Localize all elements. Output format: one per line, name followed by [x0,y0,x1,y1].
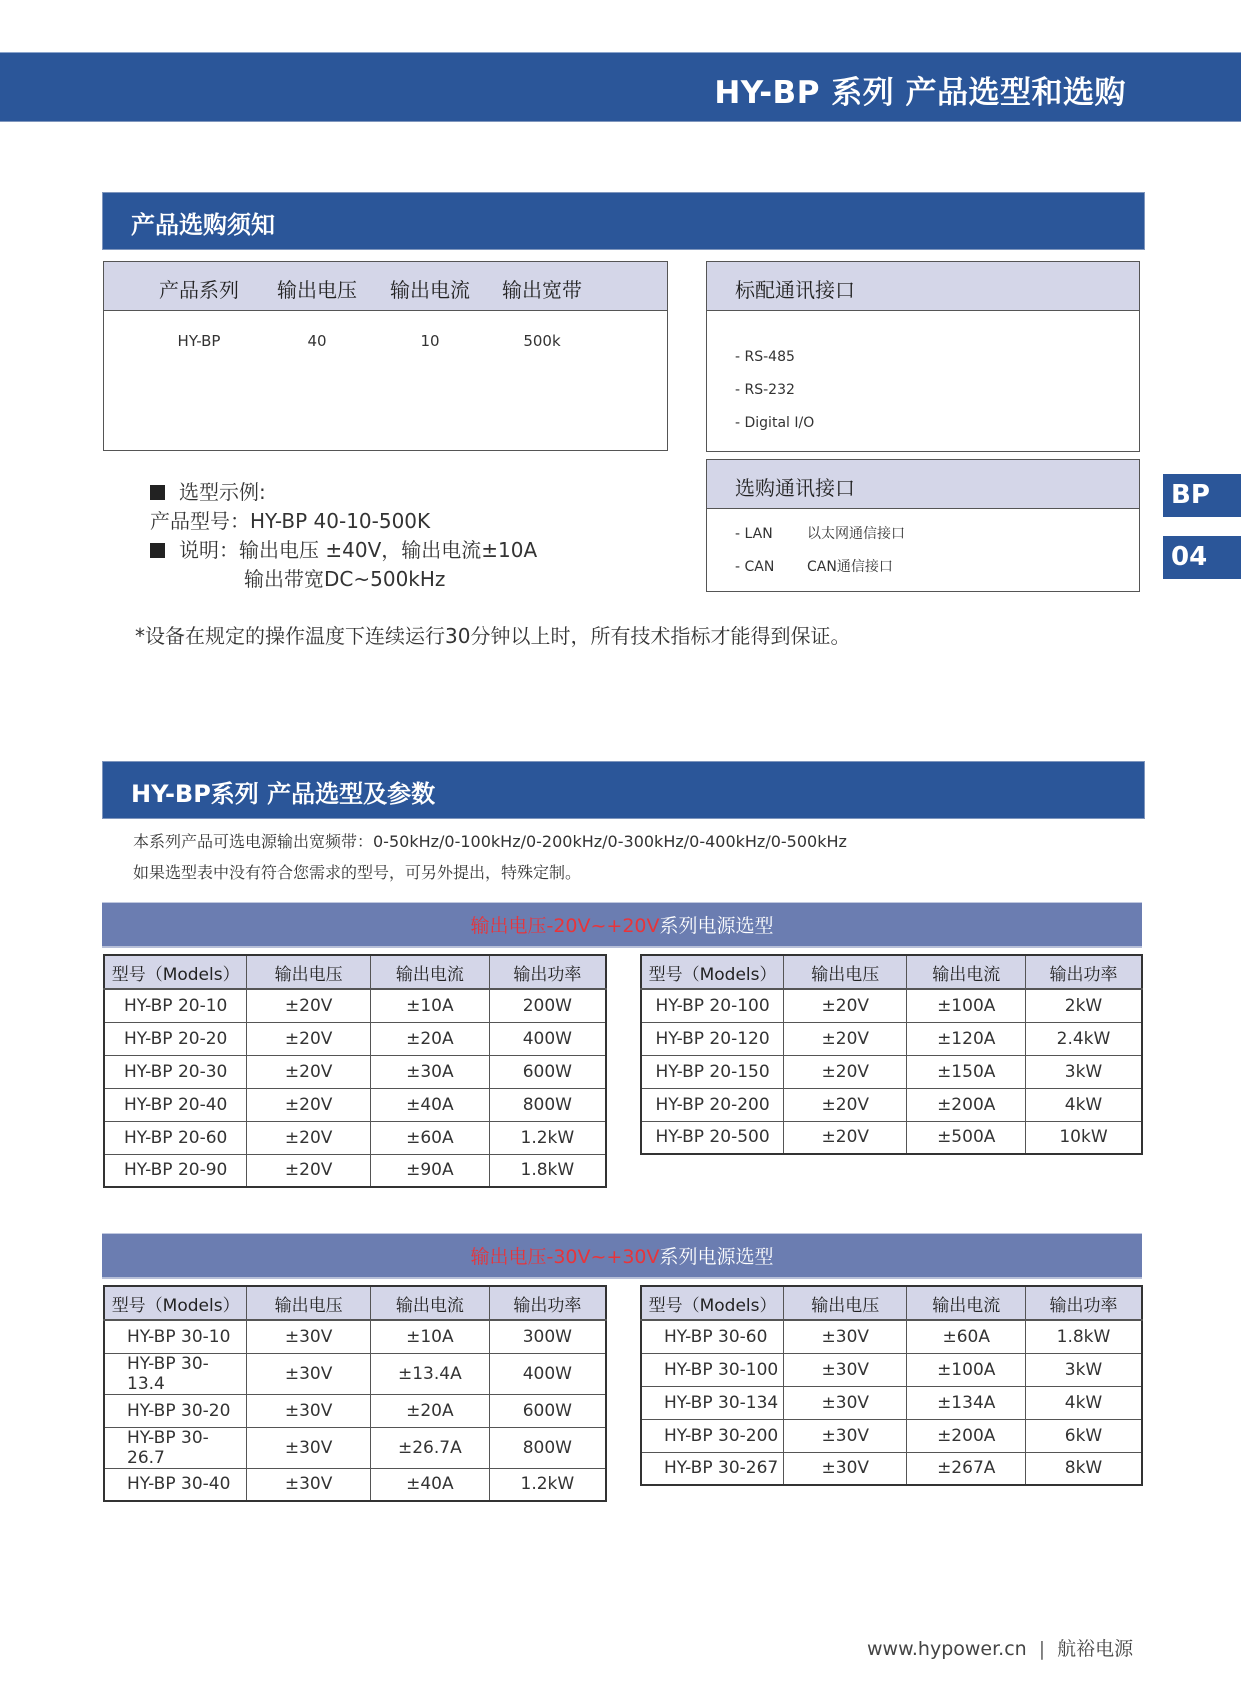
standard-interfaces-list [735,347,814,446]
cell-model: HY-BP 20-100 [641,989,784,1022]
series-band-voltage-range: 输出电压-30V~+30V [470,1246,660,1268]
cell-power: 800W [489,1427,606,1468]
cell-model: HY-BP 30-267 [641,1452,784,1485]
section-header-purchase-notice [102,192,1145,250]
cell-power: 6kW [1025,1419,1142,1452]
cell-voltage: ±20V [784,1055,907,1088]
cell-voltage: ±20V [784,1088,907,1121]
cell-model: HY-BP 30-13.4 [104,1353,247,1394]
series-band-30v [102,1233,1142,1279]
table-row [104,989,606,1022]
page-header-banner [0,52,1241,122]
cell-voltage: ±30V [784,1320,907,1353]
spec-header-current: 输出电流 [390,278,470,302]
cell-current: ±10A [370,1320,489,1353]
table-row [641,989,1142,1022]
selection-table-20v-right [640,954,1143,1155]
cell-power: 1.2kW [489,1468,606,1501]
cell-voltage: ±20V [247,1088,371,1121]
table-row [641,1419,1142,1452]
cell-power: 400W [489,1353,606,1394]
interface-desc: 以太网通信接口 [807,526,905,542]
cell-current: ±200A [907,1419,1026,1452]
side-tab-page-number: 04 [1163,536,1241,579]
header-voltage: 输出电压 [784,1286,907,1320]
cell-voltage: ±20V [247,1154,371,1187]
cell-power: 800W [489,1088,606,1121]
spec-value-series: HY-BP [177,332,221,350]
cell-voltage: ±20V [784,989,907,1022]
footer-separator: | [1038,1638,1046,1660]
standard-interfaces-header [707,262,1139,311]
example-desc-row [150,536,537,565]
series-band-label: 系列电源选型 [659,1246,774,1268]
cell-current: ±100A [907,989,1026,1022]
custom-order-text: 如果选型表中没有符合您需求的型号，可另外提出，特殊定制。 [133,863,582,882]
header-voltage: 输出电压 [247,1286,371,1320]
table-row [104,1394,606,1427]
cell-power: 1.8kW [489,1154,606,1187]
interface-desc: CAN通信接口 [807,559,893,575]
cell-current: ±90A [371,1154,490,1187]
series-band-voltage-range: 输出电压-20V~+20V [470,915,660,937]
example-label: 选型示例: [179,480,266,504]
table-row [641,1353,1142,1386]
header-current: 输出电流 [371,955,490,989]
header-current: 输出电流 [907,955,1026,989]
header-voltage: 输出电压 [784,955,907,989]
table-row [641,1088,1142,1121]
cell-current: ±60A [371,1121,490,1154]
cell-model: HY-BP 30-20 [104,1394,247,1427]
cell-model: HY-BP 20-200 [641,1088,784,1121]
table-row [641,1452,1142,1485]
selection-table-30v-right [640,1285,1143,1486]
header-model: 型号（Models） [104,1286,247,1320]
interface-item: - Digital I/O [735,415,815,431]
interface-item [735,557,905,590]
standard-interfaces-title: 标配通讯接口 [735,278,855,302]
cell-model: HY-BP 30-40 [104,1468,247,1501]
table-header-row [641,955,1142,989]
cell-model: HY-BP 20-40 [104,1088,247,1121]
cell-current: ±30A [371,1055,490,1088]
header-current: 输出电流 [370,1286,489,1320]
cell-voltage: ±30V [784,1419,907,1452]
cell-current: ±10A [371,989,490,1022]
table-header-row [104,1286,606,1320]
header-power: 输出功率 [489,1286,606,1320]
cell-voltage: ±30V [784,1353,907,1386]
header-current: 输出电流 [907,1286,1026,1320]
table-row [104,1320,606,1353]
interface-code: - LAN [735,526,773,542]
example-desc-line2: 输出带宽DC~500kHz [244,567,446,591]
cell-power: 1.2kW [489,1121,606,1154]
optional-interfaces-header [707,460,1139,509]
cell-power: 600W [489,1394,606,1427]
website-link[interactable]: www.hypower.cn [867,1638,1027,1660]
cell-power: 3kW [1025,1055,1142,1088]
cell-power: 3kW [1025,1353,1142,1386]
optional-interfaces-title: 选购通讯接口 [735,476,855,500]
cell-model: HY-BP 20-20 [104,1022,247,1055]
cell-power: 200W [489,989,606,1022]
cell-voltage: ±30V [247,1320,371,1353]
cell-power: 4kW [1025,1088,1142,1121]
cell-power: 8kW [1025,1452,1142,1485]
example-desc: 说明：输出电压 ±40V，输出电流±10A [179,538,538,562]
table-row [104,1427,606,1468]
page-footer [867,1634,1133,1661]
cell-model: HY-BP 20-60 [104,1121,247,1154]
cell-current: ±120A [907,1022,1026,1055]
standard-interfaces-box [706,261,1140,452]
cell-current: ±26.7A [370,1427,489,1468]
cell-voltage: ±30V [247,1353,371,1394]
cell-voltage: ±20V [247,1121,371,1154]
example-model: 产品型号：HY-BP 40-10-500K [150,509,431,533]
spec-value-current: 10 [420,332,440,350]
example-label-row [150,478,537,507]
table-row [641,1320,1142,1353]
selection-table-30v-left [103,1285,607,1502]
table-row [641,1386,1142,1419]
header-voltage: 输出电压 [247,955,371,989]
cell-voltage: ±30V [784,1452,907,1485]
cell-model: HY-BP 30-10 [104,1320,247,1353]
spec-box-header [104,262,667,311]
cell-power: 2kW [1025,989,1142,1022]
header-power: 输出功率 [1025,1286,1142,1320]
cell-power: 1.8kW [1025,1320,1142,1353]
header-model: 型号（Models） [641,1286,784,1320]
cell-power: 4kW [1025,1386,1142,1419]
cell-power: 600W [489,1055,606,1088]
table-row [104,1022,606,1055]
cell-model: HY-BP 20-150 [641,1055,784,1088]
section-title: 产品选购须知 [131,211,275,239]
spec-header-voltage: 输出电压 [277,278,357,302]
cell-model: HY-BP 20-500 [641,1121,784,1154]
table-row [641,1121,1142,1154]
series-band-20v [102,902,1142,948]
spec-value-voltage: 40 [307,332,327,350]
cell-current: ±60A [907,1320,1026,1353]
table-header-row [104,955,606,989]
cell-voltage: ±20V [784,1121,907,1154]
side-tab-series: BP [1163,474,1241,517]
header-model: 型号（Models） [641,955,784,989]
interface-item: - RS-232 [735,382,795,398]
section-title: HY-BP系列 产品选型及参数 [131,780,436,808]
bullet-square-icon [150,485,165,500]
cell-power: 10kW [1025,1121,1142,1154]
bullet-square-icon [150,543,165,558]
table-row [104,1154,606,1187]
header-model: 型号（Models） [104,955,247,989]
interface-code: - CAN [735,559,775,575]
table-row [104,1353,606,1394]
optional-interfaces-box [706,459,1140,592]
cell-power: 300W [489,1320,606,1353]
cell-model: HY-BP 30-134 [641,1386,784,1419]
cell-model: HY-BP 30-100 [641,1353,784,1386]
cell-model: HY-BP 20-90 [104,1154,247,1187]
cell-voltage: ±30V [247,1468,371,1501]
brand-name: 航裕电源 [1057,1638,1134,1660]
table-row [104,1468,606,1501]
cell-voltage: ±30V [784,1386,907,1419]
cell-model: HY-BP 30-200 [641,1419,784,1452]
cell-voltage: ±20V [247,989,371,1022]
cell-current: ±500A [907,1121,1026,1154]
table-row [104,1055,606,1088]
cell-current: ±20A [371,1022,490,1055]
cell-current: ±40A [371,1088,490,1121]
spec-box [103,261,668,451]
cell-power: 400W [489,1022,606,1055]
cell-current: ±267A [907,1452,1026,1485]
spec-value-bandwidth: 500k [523,332,561,350]
cell-current: ±150A [907,1055,1026,1088]
interface-item [735,524,905,557]
interface-item: - RS-485 [735,349,795,365]
section-header-selection [102,761,1145,819]
series-band-label: 系列电源选型 [659,915,774,937]
cell-voltage: ±30V [247,1427,371,1468]
selection-table-20v-left [103,954,607,1188]
table-header-row [641,1286,1142,1320]
cell-voltage: ±20V [247,1022,371,1055]
footnote: *设备在规定的操作温度下连续运行30分钟以上时，所有技术指标才能得到保证。 [135,624,851,648]
cell-current: ±100A [907,1353,1026,1386]
table-row [641,1055,1142,1088]
cell-model: HY-BP 30-26.7 [104,1427,247,1468]
cell-voltage: ±30V [247,1394,371,1427]
header-power: 输出功率 [1025,955,1142,989]
page-title: HY-BP 系列 产品选型和选购 [714,75,1126,111]
cell-current: ±200A [907,1088,1026,1121]
cell-voltage: ±20V [784,1022,907,1055]
cell-current: ±13.4A [370,1353,489,1394]
cell-model: HY-BP 20-10 [104,989,247,1022]
cell-current: ±134A [907,1386,1026,1419]
cell-voltage: ±20V [247,1055,371,1088]
cell-current: ±20A [370,1394,489,1427]
table-row [641,1022,1142,1055]
cell-current: ±40A [370,1468,489,1501]
bandwidth-options-text: 本系列产品可选电源输出宽频带：0-50kHz/0-100kHz/0-200kHz/0-300kHz/0-400kHz/0-500kHz [133,832,847,851]
header-power: 输出功率 [489,955,606,989]
table-row [104,1121,606,1154]
optional-interfaces-list [735,524,905,590]
cell-model: HY-BP 20-120 [641,1022,784,1055]
cell-model: HY-BP 20-30 [104,1055,247,1088]
spec-header-series: 产品系列 [159,278,239,302]
selection-example [150,478,537,594]
cell-model: HY-BP 30-60 [641,1320,784,1353]
cell-power: 2.4kW [1025,1022,1142,1055]
table-row [104,1088,606,1121]
spec-header-bandwidth: 输出宽带 [502,278,582,302]
